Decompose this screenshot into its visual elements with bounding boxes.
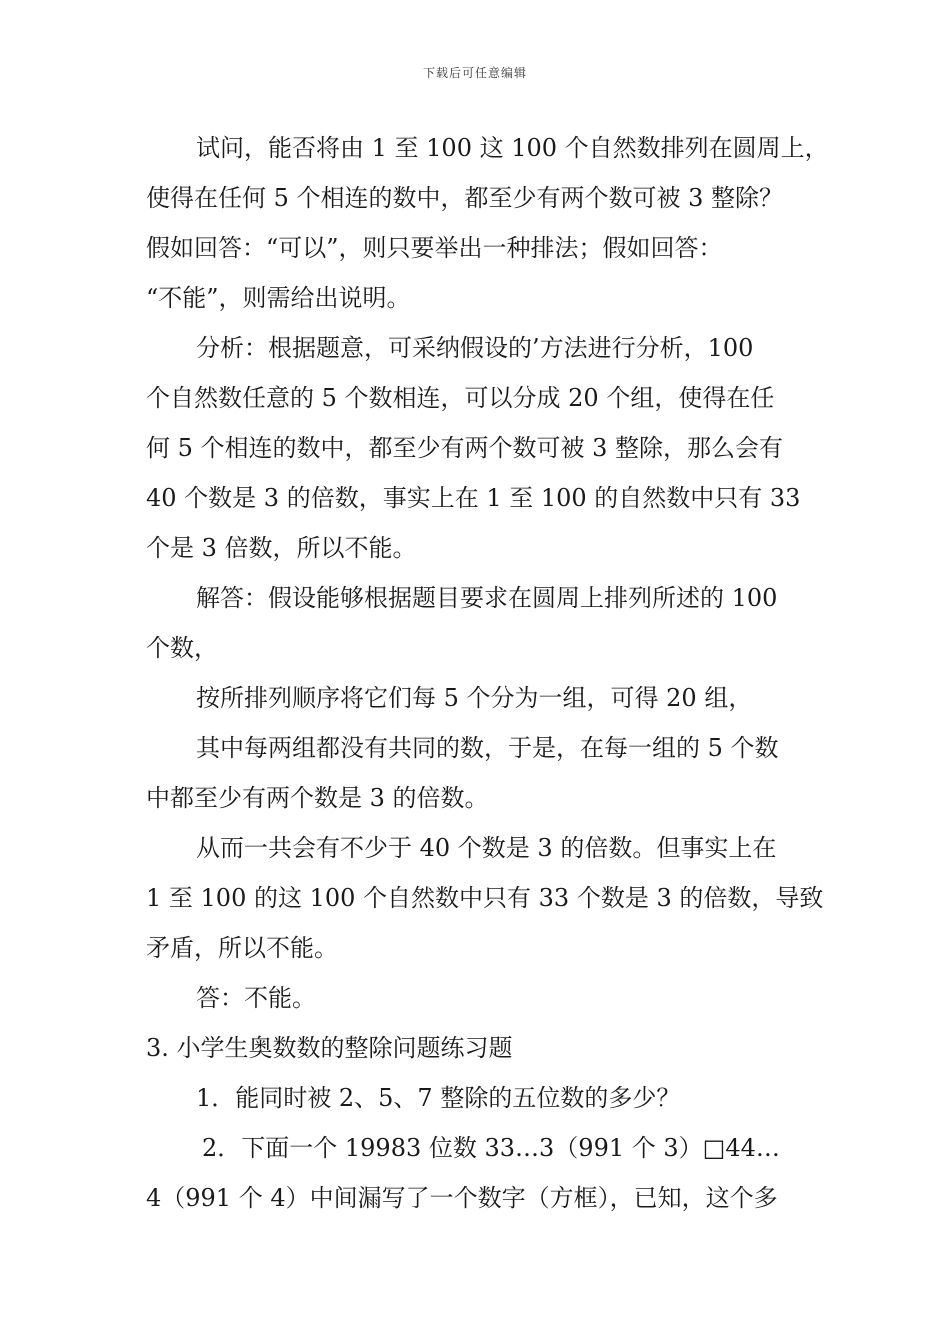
text-line: 其中每两组都没有共同的数，于是，在每一组的 5 个数 <box>196 734 779 762</box>
text-line: 1 至 100 的这 100 个自然数中只有 33 个数是 3 的倍数，导致 <box>146 884 824 912</box>
text-line: 解答：假设能够根据题目要求在圆周上排列所述的 100 <box>196 584 778 612</box>
text-line: 试问，能否将由 1 至 100 这 100 个自然数排列在圆周上， <box>196 134 829 162</box>
text-line: 2．下面一个 19983 位数 33…3（991 个 3）□44… <box>202 1134 780 1162</box>
text-line: 40 个数是 3 的倍数，事实上在 1 至 100 的自然数中只有 33 <box>146 484 801 512</box>
text-line: 使得在任何 5 个相连的数中，都至少有两个数可被 3 整除？ <box>146 184 784 212</box>
text-line: 个是 3 倍数，所以不能。 <box>146 534 417 562</box>
page-header: 下载后可任意编辑 <box>422 66 527 80</box>
text-line: 答：不能。 <box>196 984 316 1012</box>
text-line: 分析：根据题意，可采纳假设的’方法进行分析，100 <box>196 334 754 362</box>
text-line: 假如回答：“可以”，则只要举出一种排法；假如回答： <box>146 234 723 262</box>
text-line: 何 5 个相连的数中，都至少有两个数可被 3 整除，那么会有 <box>146 434 784 462</box>
text-line: 个数， <box>146 634 218 662</box>
text-line: 按所排列顺序将它们每 5 个分为一组，可得 20 组， <box>196 684 753 712</box>
document-body <box>146 123 829 1223</box>
text-line: 4（991 个 4）中间漏写了一个数字（方框），已知，这个多 <box>146 1184 778 1212</box>
text-line: “不能”，则需给出说明。 <box>146 284 411 312</box>
text-line: 中都至少有两个数是 3 的倍数。 <box>146 784 489 812</box>
text-line: 从而一共会有不少于 40 个数是 3 的倍数。但事实上在 <box>196 834 777 862</box>
text-line: 个自然数任意的 5 个数相连，可以分成 20 个组，使得在任 <box>146 384 775 412</box>
text-line: 1．能同时被 2、5、7 整除的五位数的多少？ <box>196 1084 681 1112</box>
section-heading: 3. 小学生奥数数的整除问题练习题 <box>146 1034 513 1062</box>
text-line: 矛盾，所以不能。 <box>146 934 338 962</box>
